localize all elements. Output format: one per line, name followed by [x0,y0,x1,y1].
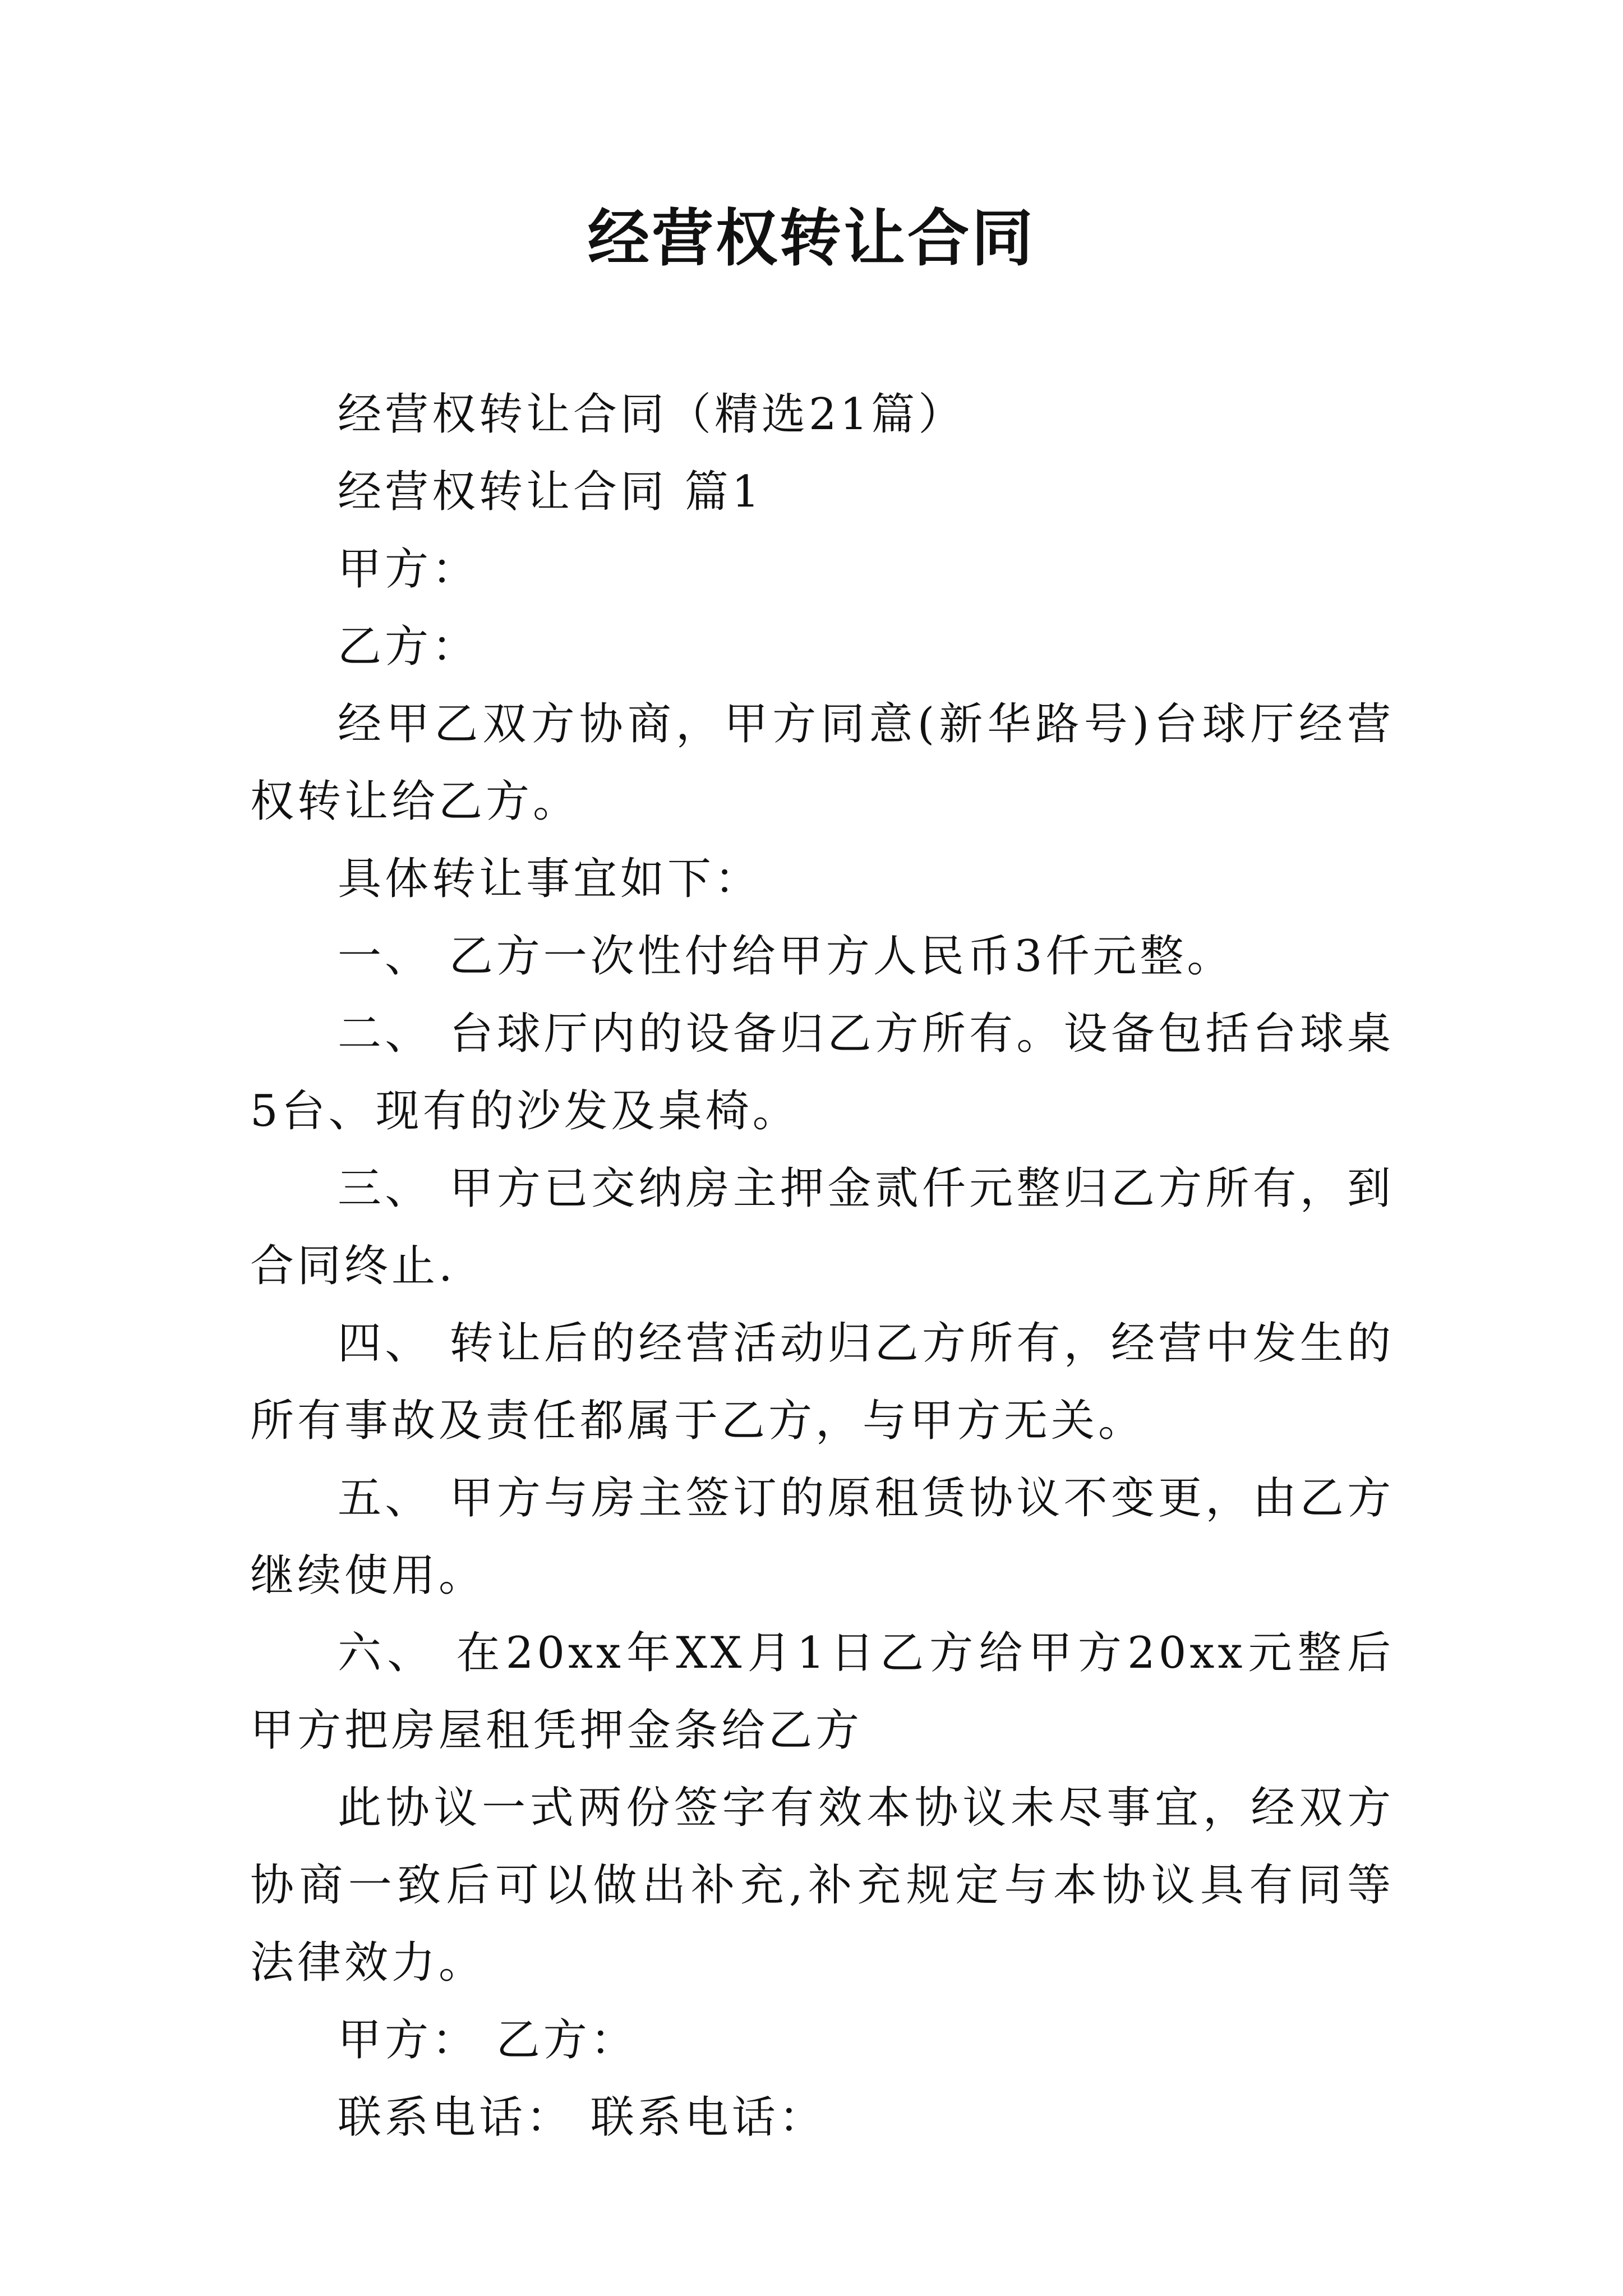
section-heading: 经营权转让合同 篇1 [338,467,763,517]
clause-4: 四、 转让后的经营活动归乙方所有，经营中发生的所有事故及责任都属于乙方，与甲方无关。 [250,1318,1394,1446]
intro-paragraph: 经甲乙双方协商，甲方同意(新华路号)台球厅经营权转让给乙方。 [250,699,1394,827]
subtitle-paragraph: 经营权转让合同（精选21篇） [338,389,966,440]
signature-line: 甲方： 乙方： [338,2015,638,2065]
clause-6: 六、 在20xx年XX月1日乙方给甲方20xx元整后甲方把房屋租凭押金条给乙方 [250,1628,1394,1756]
document-body [250,376,1394,2156]
details-heading: 具体转让事宜如下： [338,854,762,904]
clause-2: 二、 台球厅内的设备归乙方所有。设备包括台球桌5台、现有的沙发及桌椅。 [250,1009,1394,1137]
clause-1: 一、 乙方一次性付给甲方人民币3仟元整。 [338,931,1234,982]
clause-3: 三、 甲方已交纳房主押金贰仟元整归乙方所有，到合同终止. [250,1163,1394,1291]
document-title: 经营权转让合同 [588,203,1035,274]
party-a-label: 甲方： [338,544,479,595]
closing-paragraph: 此协议一式两份签字有效本协议未尽事宜，经双方协商一致后可以做出补充,补充规定与本协议具有同等法律效力。 [250,1783,1394,1988]
phone-line: 联系电话： 联系电话： [338,2092,826,2143]
party-b-label: 乙方： [338,622,479,672]
clause-5: 五、 甲方与房主签订的原租赁协议不变更，由乙方继续使用。 [250,1473,1394,1601]
